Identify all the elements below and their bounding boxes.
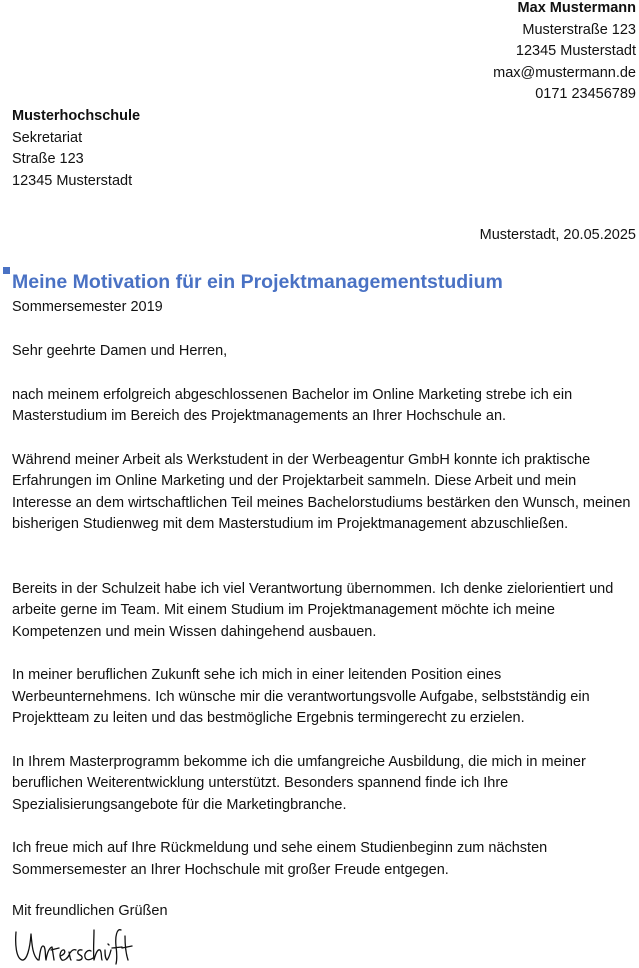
subject-heading: Meine Motivation für ein Projektmanagementstudium: [12, 271, 503, 293]
semester-line: Sommersemester 2019: [12, 299, 163, 315]
sender-block: [493, 0, 636, 106]
recipient-city: 12345 Musterstadt: [12, 172, 133, 189]
paragraph-2: Während meiner Arbeit als Werkstudent in der Werbeagentur GmbH konnte ich praktische Erfahrungen im Online Marketing und der Projektarbeit sammeln. Diese Arbeit und mein Interesse an dem wirtschaftlichen Teil meines Bachelorstudiums bestärken den Wunsch, meinen bisherigen Studienweg mit dem Masterstudium im Projektmanagement abzuschließen.: [12, 451, 631, 532]
salutation: Sehr geehrte Damen und Herren,: [12, 343, 228, 359]
closing: Mit freundlichen Grüßen: [12, 903, 168, 919]
letter-body: [12, 341, 633, 903]
paragraph-1: nach meinem erfolgreich abgeschlossenen Bachelor im Online Marketing strebe ich ein Masterstudium im Bereich des Projektmanagements an Ihrer Hochschule an.: [12, 386, 573, 424]
handwritten-signature: [12, 922, 137, 968]
sender-name: Max Mustermann: [517, 0, 636, 16]
sender-email: max@mustermann.de: [493, 64, 636, 81]
recipient-organization: Musterhochschule: [12, 108, 141, 124]
recipient-department: Sekretariat: [12, 129, 83, 146]
sender-phone: 0171 23456789: [535, 86, 636, 102]
paragraph-5: In Ihrem Masterprogramm bekomme ich die umfangreiche Ausbildung, die mich in meiner beruflichen Weiterentwicklung unterstützt. Besonders spannend finde ich Ihre Spezialisierungsangebote für die Marketingbranche.: [12, 753, 586, 813]
recipient-street: Straße 123: [12, 151, 84, 167]
paragraph-3: Bereits in der Schulzeit habe ich viel Verantwortung übernommen. Ich denke zielorientiert und arbeite gerne im Team. Mit einem Studium im Projektmanagement möchte ich meine Kompetenzen und mein Wissen dahingehend ausbauen.: [12, 580, 614, 640]
paragraph-6: Ich freue mich auf Ihre Rückmeldung und sehe einem Studienbeginn zum nächsten Sommersemester an Ihrer Hochschule mit großer Freude entgegen.: [12, 840, 548, 878]
paragraph-4: In meiner beruflichen Zukunft sehe ich mich in einer leitenden Position eines Werbeunternehmens. Ich wünsche mir die verantwortungsvolle Aufgabe, selbstständig ein Projektteam zu leiten und das bestmögliche Ergebnis termingerecht zu erzielen.: [12, 667, 590, 726]
sender-street: Musterstraße 123: [522, 21, 636, 38]
recipient-block: [12, 106, 140, 192]
sender-city: 12345 Musterstadt: [515, 43, 636, 59]
subject-marker: [3, 267, 10, 274]
date-line: Musterstadt, 20.05.2025: [479, 227, 636, 243]
